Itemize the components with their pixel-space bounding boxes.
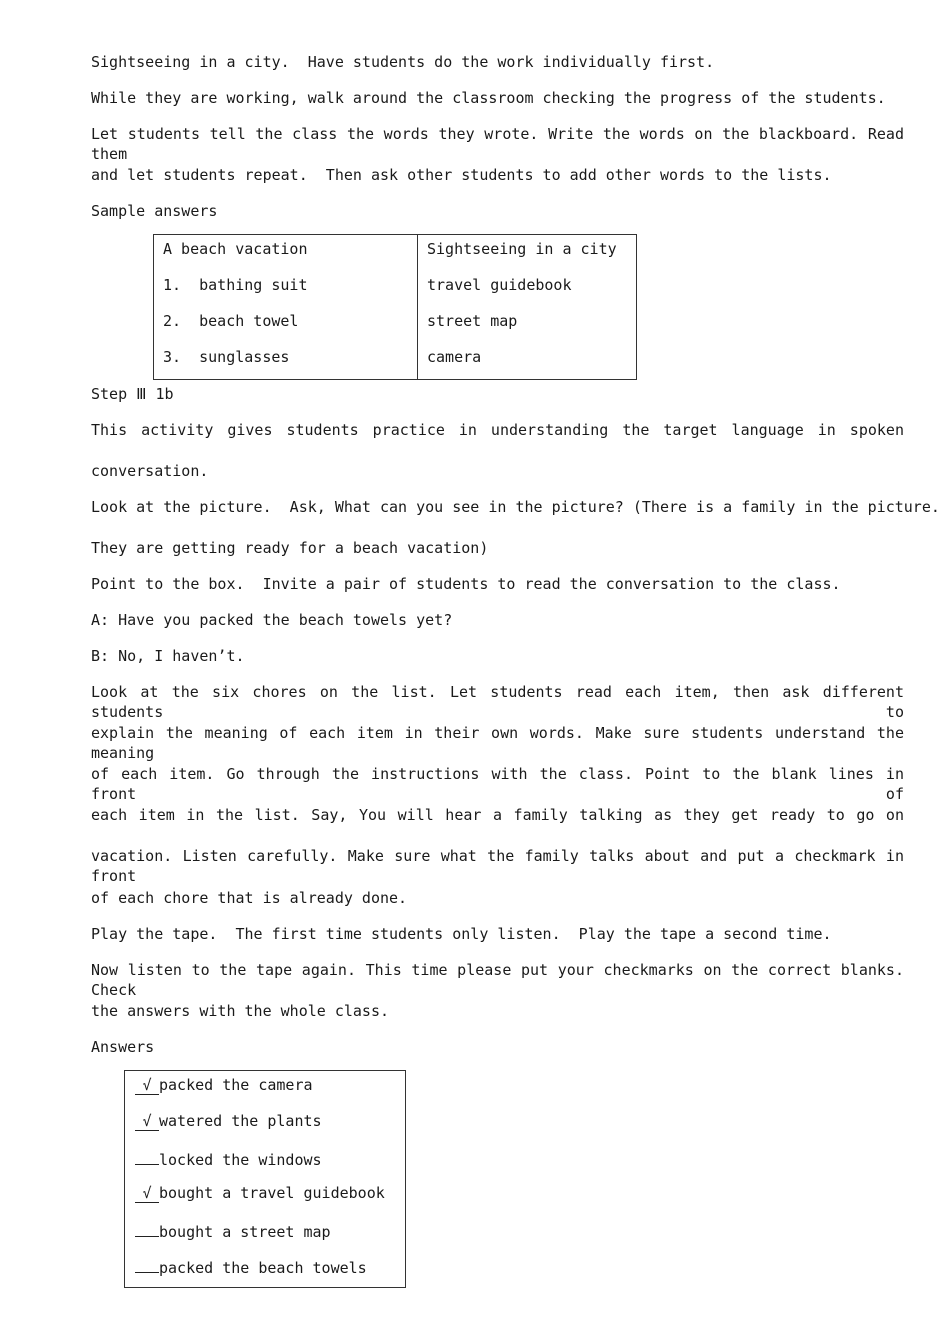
- table-cell: travel guidebook: [427, 276, 572, 294]
- line-1: Sightseeing in a city. Have students do the work individually first.: [91, 53, 715, 71]
- table-cell: 1. bathing suit: [163, 276, 308, 294]
- column-header: A beach vacation: [163, 240, 308, 258]
- paragraph-line: Now listen to the tape again. This time please put your checkmarks on the correct blanks. Check: [91, 961, 904, 999]
- column-header: Sightseeing in a city: [427, 240, 617, 258]
- conversation-line: A: Have you packed the beach towels yet?: [91, 611, 453, 629]
- table-cell: camera: [427, 348, 482, 366]
- sample-answers-table: [153, 234, 637, 380]
- paragraph-line: the answers with the whole class.: [91, 1002, 390, 1020]
- line-4: and let students repeat. Then ask other students to add other words to the lists.: [91, 166, 832, 184]
- check-mark: √: [135, 1113, 159, 1131]
- list-item: [135, 1219, 405, 1255]
- answers-box: [124, 1070, 406, 1288]
- check-mark: [135, 1255, 159, 1273]
- paragraph-line: Look at the six chores on the list. Let students read each item, then ask different students to: [91, 683, 904, 721]
- list-item: [135, 1075, 405, 1111]
- table-cell: 3. sunglasses: [163, 348, 290, 366]
- paragraph-line: of each item. Go through the instructions with the class. Point to the blank lines in front of: [91, 765, 904, 803]
- sightseeing-column: [418, 235, 637, 380]
- chore-text: watered the plants: [159, 1112, 322, 1130]
- paragraph-line: Look at the picture. Ask, What can you see in the picture? (There is a family in the picture.: [91, 498, 940, 516]
- step-heading: Step Ⅲ 1b: [91, 385, 174, 403]
- paragraph-line: each item in the list. Say, You will hear a family talking as they get ready to go on: [91, 806, 904, 824]
- table-cell: 2. beach towel: [163, 312, 299, 330]
- check-mark: √: [135, 1077, 159, 1095]
- list-item: [135, 1183, 405, 1219]
- check-mark: √: [135, 1185, 159, 1203]
- sample-answers-label: Sample answers: [91, 202, 218, 220]
- paragraph-line: conversation.: [91, 462, 209, 480]
- answers-label: Answers: [91, 1038, 155, 1056]
- paragraph-line: Point to the box. Invite a pair of students to read the conversation to the class.: [91, 575, 841, 593]
- chore-text: packed the camera: [159, 1076, 313, 1094]
- paragraph-line: This activity gives students practice in understanding the target language in spoken: [91, 421, 904, 439]
- list-item: [135, 1147, 405, 1183]
- chore-text: locked the windows: [159, 1151, 322, 1169]
- line-2: While they are working, walk around the classroom checking the progress of the students.: [91, 89, 886, 107]
- list-item: [135, 1255, 405, 1291]
- table-cell: street map: [427, 312, 518, 330]
- check-mark: [135, 1219, 159, 1237]
- conversation-line: B: No, I haven’t.: [91, 647, 245, 665]
- paragraph-line: explain the meaning of each item in their own words. Make sure students understand the meaning: [91, 724, 904, 762]
- paragraph-line: vacation. Listen carefully. Make sure what the family talks about and put a checkmark in front: [91, 847, 904, 885]
- list-item: [135, 1111, 405, 1147]
- chore-text: bought a street map: [159, 1223, 331, 1241]
- check-mark: [135, 1147, 159, 1165]
- paragraph-line: of each chore that is already done.: [91, 889, 408, 907]
- chore-text: bought a travel guidebook: [159, 1184, 385, 1202]
- beach-vacation-column: [154, 235, 418, 380]
- paragraph-line: They are getting ready for a beach vacation): [91, 539, 489, 557]
- line-3: Let students tell the class the words they wrote. Write the words on the blackboard. Read them: [91, 125, 904, 163]
- paragraph-line: Play the tape. The first time students only listen. Play the tape a second time.: [91, 925, 832, 943]
- chore-text: packed the beach towels: [159, 1259, 367, 1277]
